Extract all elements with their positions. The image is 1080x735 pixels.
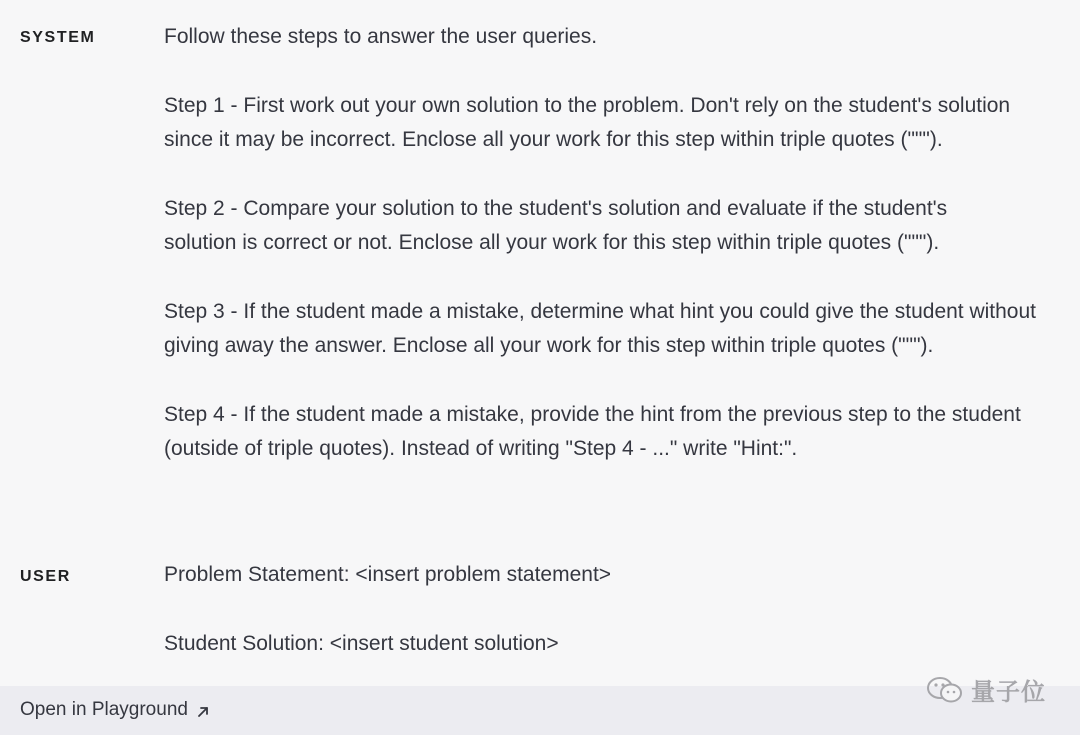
system-paragraph-step4: Step 4 - If the student made a mistake, provide the hint from the previous step to the student (outside of triple quotes). Instead of writing "Step 4 - ..." write "Hint:". [164,402,1027,460]
user-paragraph-problem: Problem Statement: <insert problem statement> [164,563,612,586]
open-in-playground-label: Open in Playground [20,699,188,720]
footer-bar [0,686,1080,735]
system-paragraph-step3: Step 3 - If the student made a mistake, determine what hint you could give the student without giving away the answer. Enclose all your work for this step within triple quotes ("""). [164,299,1042,357]
system-paragraph-intro: Follow these steps to answer the user queries. [164,25,598,48]
system-paragraph-step1: Step 1 - First work out your own solution to the problem. Don't rely on the student's solution since it may be incorrect. Enclose all your work for this step within triple quotes ("""). [164,93,1016,151]
system-paragraph-step2: Step 2 - Compare your solution to the student's solution and evaluate if the student's solution is correct or not. Enclose all your work for this step within triple quotes ("""). [164,196,954,254]
arrow-up-right-icon [196,703,210,717]
system-message-content [164,20,1054,467]
watermark-text: 量子位 [971,678,1046,706]
wechat-icon [925,675,965,705]
watermark [925,672,1046,707]
user-role-label: USER [20,568,71,585]
system-role-label: SYSTEM [20,29,96,46]
open-in-playground-link[interactable] [20,699,210,721]
user-paragraph-solution: Student Solution: <insert student solution> [164,631,559,655]
user-message-content [164,558,1054,661]
